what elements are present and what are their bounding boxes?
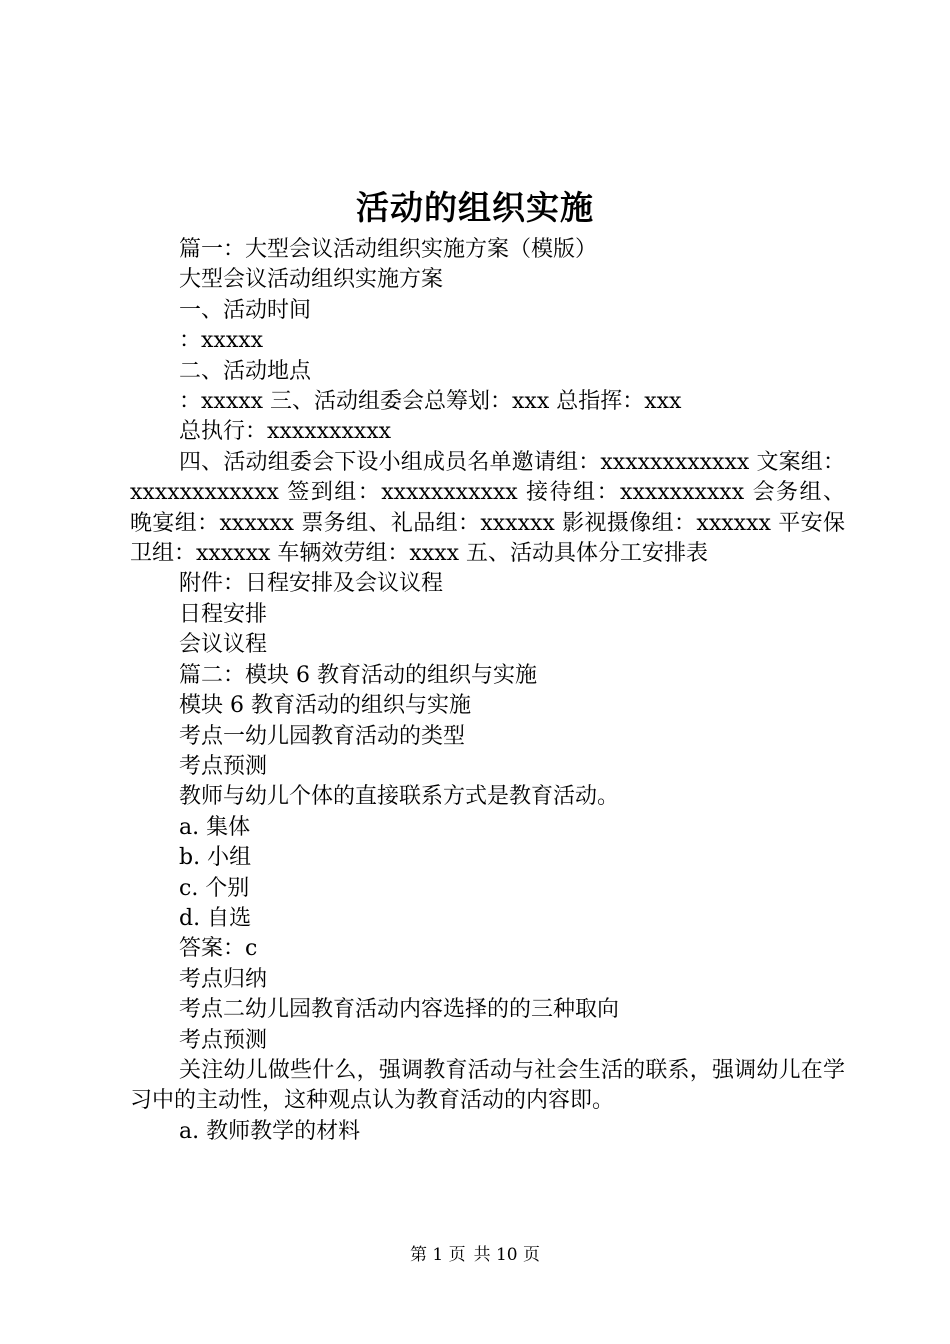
paragraph: 日程安排 (179, 601, 268, 627)
option-item: c. 个别 (179, 875, 250, 901)
paragraph: 大型会议活动组织实施方案 (179, 267, 444, 293)
paragraph: 附件：日程安排及会议议程 (179, 571, 444, 597)
paragraph: 考点二幼儿园教育活动内容选择的的三种取向 (179, 997, 620, 1023)
paragraph: 教师与幼儿个体的直接联系方式是教育活动。 (179, 784, 620, 810)
paragraph: 考点预测 (179, 753, 268, 779)
document-body (130, 235, 845, 1147)
paragraph: 总执行：xxxxxxxxxx (179, 419, 392, 445)
answer-line: 答案：c (179, 936, 258, 962)
paragraph: 考点一幼儿园教育活动的类型 (179, 723, 466, 749)
paragraph: ：xxxxx (179, 328, 264, 354)
option-item: a. 集体 (179, 814, 251, 840)
option-item: a. 教师教学的材料 (179, 1118, 361, 1144)
option-item: b. 小组 (179, 845, 252, 871)
page-total: 共 10 页 (473, 1245, 541, 1265)
paragraph: 考点预测 (179, 1027, 268, 1053)
document-title: 活动的组织实施 (356, 188, 594, 227)
paragraph: 篇二：模块 6 教育活动的组织与实施 (179, 662, 537, 688)
paragraph: 模块 6 教育活动的组织与实施 (179, 693, 471, 719)
paragraph: 篇一：大型会议活动组织实施方案（模版） (179, 237, 598, 262)
paragraph: ：xxxxx 三、活动组委会总筹划：xxx 总指挥：xxx (179, 389, 682, 415)
page-number: 第 1 页 (409, 1245, 466, 1265)
paragraph: 二、活动地点 (179, 358, 312, 384)
paragraph: 四、活动组委会下设小组成员名单邀请组：xxxxxxxxxxxx 文案组：xxxxxxxxxxxx 签到组：xxxxxxxxxxx 接待组：xxxxxxxxxx 会务组、晚宴组：xxxxxx 票务组、礼品组：xxxxxx 影视摄像组：xxxxxx 平安保卫组：xxxxxx 车辆效劳组：xxxx 五、活动具体分工安排表 (130, 449, 845, 567)
option-item: d. 自选 (179, 905, 252, 931)
paragraph: 一、活动时间 (179, 297, 312, 323)
page-footer (0, 1243, 950, 1267)
paragraph: 考点归纳 (179, 966, 268, 992)
paragraph: 关注幼儿做些什么，强调教育活动与社会生活的联系，强调幼儿在学习中的主动性，这种观点认为教育活动的内容即。 (130, 1057, 845, 1114)
paragraph: 会议议程 (179, 632, 268, 658)
